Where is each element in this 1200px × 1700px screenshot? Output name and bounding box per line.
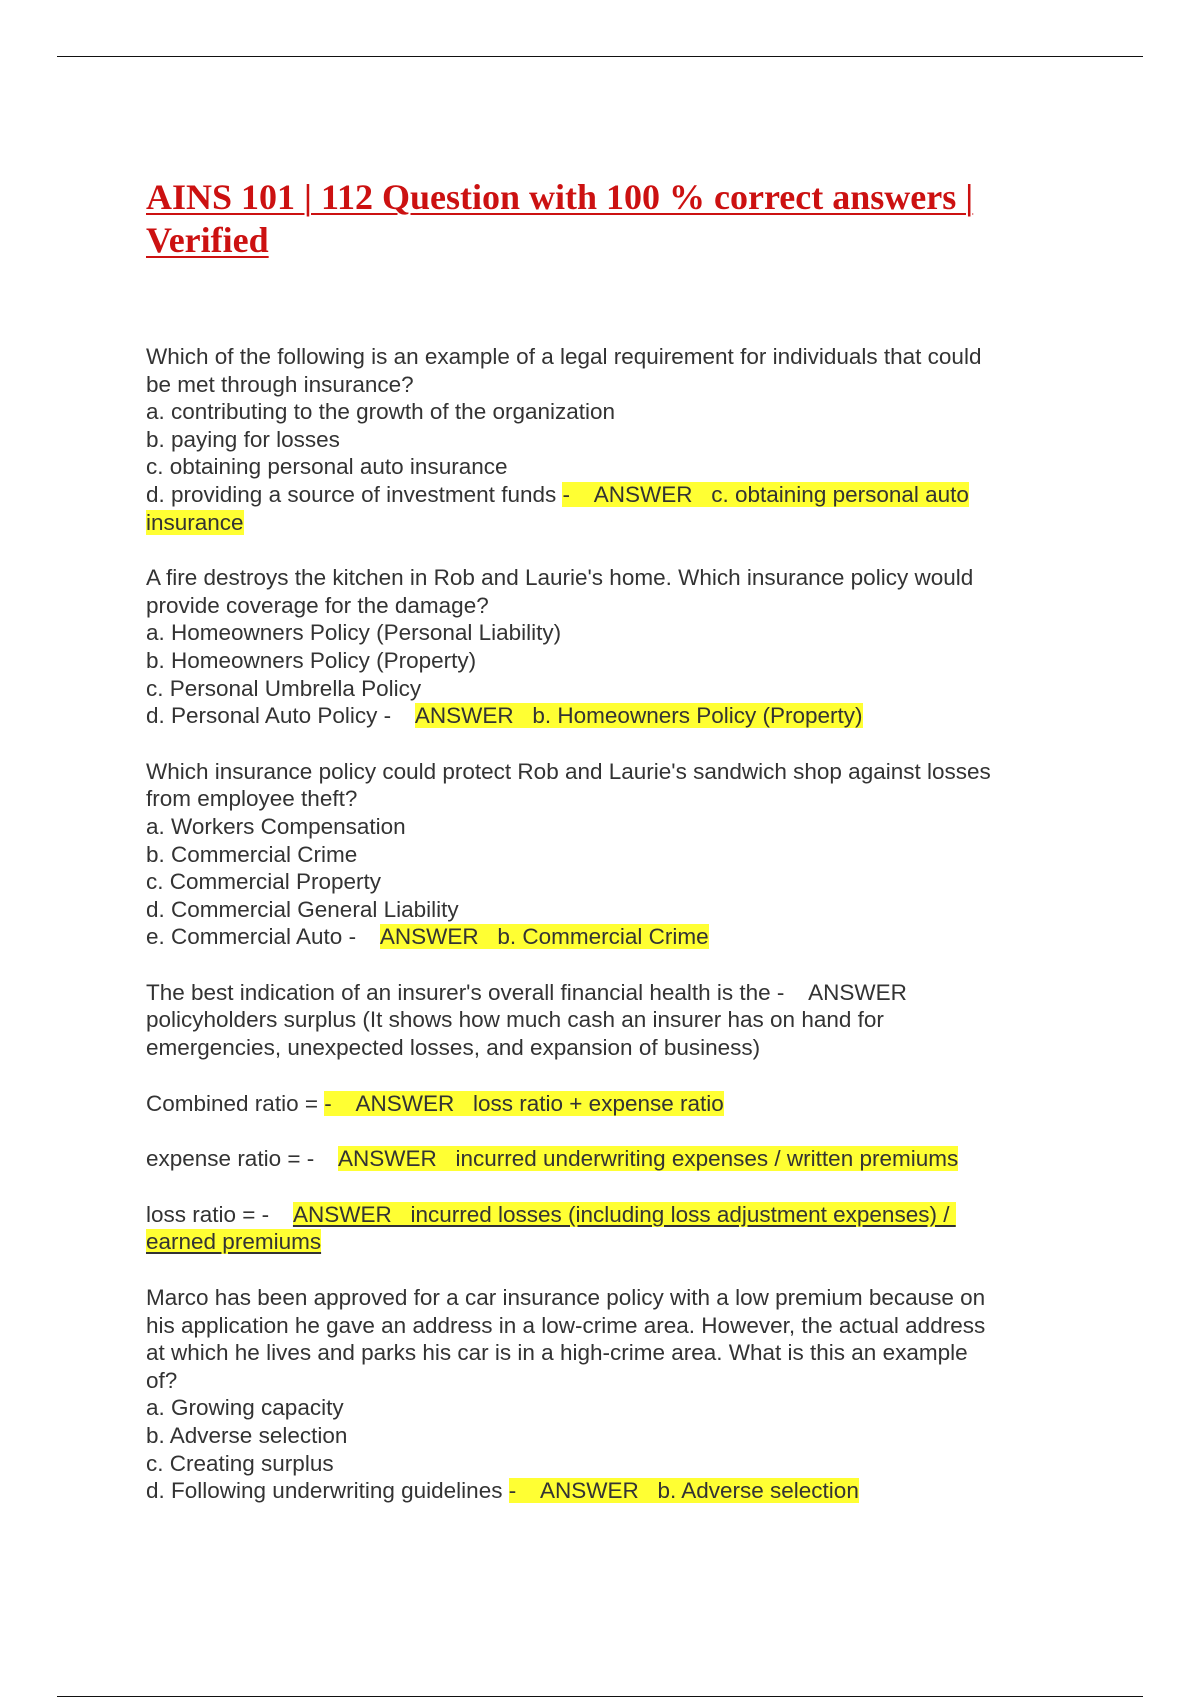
question-4-line-1: The best indication of an insurer's overall financial health is the - ANSWER bbox=[146, 979, 907, 1005]
question-1-option-c: c. obtaining personal auto insurance bbox=[146, 454, 508, 480]
question-4-line-3: emergencies, unexpected losses, and expansion of business) bbox=[146, 1035, 761, 1061]
document-body bbox=[146, 343, 1066, 1533]
question-8-option-c: c. Creating surplus bbox=[146, 1450, 334, 1476]
question-8 bbox=[146, 1284, 1066, 1505]
question-7-answer-row bbox=[146, 1201, 1066, 1229]
question-3-option-c: c. Commercial Property bbox=[146, 869, 382, 895]
question-1-answer-highlight-continued: insurance bbox=[146, 509, 244, 535]
question-6-prefix: expense ratio = - bbox=[146, 1146, 338, 1172]
question-6-answer-row bbox=[146, 1145, 1066, 1173]
question-2-answer-row bbox=[146, 702, 1066, 730]
question-8-stem-line-4: of? bbox=[146, 1367, 178, 1393]
question-1 bbox=[146, 343, 1066, 536]
question-8-option-a: a. Growing capacity bbox=[146, 1395, 344, 1421]
question-8-stem-line-2: his application he gave an address in a low-crime area. However, the actual address bbox=[146, 1312, 986, 1338]
question-7-answer-highlight: ANSWER incurred losses (including loss adjustment expenses) / bbox=[292, 1201, 956, 1227]
question-8-stem-line-1: Marco has been approved for a car insurance policy with a low premium because on bbox=[146, 1285, 986, 1311]
question-7 bbox=[146, 1201, 1066, 1256]
question-4 bbox=[146, 979, 1066, 1062]
question-6 bbox=[146, 1145, 1066, 1173]
question-1-option-b: b. paying for losses bbox=[146, 426, 340, 452]
question-2-option-c: c. Personal Umbrella Policy bbox=[146, 675, 422, 701]
question-2-option-a: a. Homeowners Policy (Personal Liability) bbox=[146, 620, 562, 646]
question-8-answer-highlight: - ANSWER b. Adverse selection bbox=[508, 1478, 859, 1504]
question-5-answer-highlight: - ANSWER loss ratio + expense ratio bbox=[324, 1090, 724, 1116]
document-title: AINS 101 | 112 Question with 100 % correct answers | Verified bbox=[146, 177, 974, 260]
question-2-option-d: d. Personal Auto Policy - bbox=[146, 703, 415, 729]
question-3-option-b: b. Commercial Crime bbox=[146, 841, 358, 867]
question-2-answer-highlight: ANSWER b. Homeowners Policy (Property) bbox=[414, 703, 863, 729]
question-2-option-b: b. Homeowners Policy (Property) bbox=[146, 647, 477, 673]
question-3-option-e: e. Commercial Auto - bbox=[146, 924, 380, 950]
question-1-answer-highlight: - ANSWER c. obtaining personal auto bbox=[562, 481, 969, 507]
header-rule bbox=[57, 56, 1143, 57]
question-1-stem-line-2: be met through insurance? bbox=[146, 371, 414, 397]
question-8-answer-row bbox=[146, 1477, 1066, 1505]
question-2-stem-line-1: A fire destroys the kitchen in Rob and Laurie's home. Which insurance policy would bbox=[146, 565, 974, 591]
question-7-answer-continued-row bbox=[146, 1228, 1066, 1256]
question-7-answer-highlight-continued: earned premiums bbox=[146, 1229, 322, 1255]
question-1-stem-line-1: Which of the following is an example of a legal requirement for individuals that could bbox=[146, 344, 982, 369]
question-3-option-a: a. Workers Compensation bbox=[146, 813, 406, 839]
question-3 bbox=[146, 758, 1066, 951]
question-4-line-2: policyholders surplus (It shows how much cash an insurer has on hand for bbox=[146, 1007, 884, 1033]
question-1-answer-row bbox=[146, 481, 1066, 509]
question-1-answer-continued-row bbox=[146, 509, 1066, 537]
question-2 bbox=[146, 564, 1066, 730]
question-7-prefix: loss ratio = - bbox=[146, 1201, 293, 1227]
question-2-stem-line-2: provide coverage for the damage? bbox=[146, 592, 489, 618]
question-8-option-d: d. Following underwriting guidelines bbox=[146, 1478, 509, 1504]
question-3-option-d: d. Commercial General Liability bbox=[146, 896, 459, 922]
question-8-stem-line-3: at which he lives and parks his car is in a high-crime area. What is this an example bbox=[146, 1340, 968, 1366]
question-3-stem-line-2: from employee theft? bbox=[146, 786, 358, 812]
question-3-answer-row bbox=[146, 923, 1066, 951]
question-5 bbox=[146, 1090, 1066, 1118]
question-1-option-d: d. providing a source of investment funds bbox=[146, 481, 563, 507]
question-5-answer-row bbox=[146, 1090, 1066, 1118]
question-5-prefix: Combined ratio = bbox=[146, 1090, 325, 1116]
question-6-answer-highlight: ANSWER incurred underwriting expenses / written premiums bbox=[338, 1146, 959, 1172]
footer-rule bbox=[57, 1696, 1143, 1697]
question-3-answer-highlight: ANSWER b. Commercial Crime bbox=[379, 924, 709, 950]
question-3-stem-line-1: Which insurance policy could protect Rob and Laurie's sandwich shop against losses bbox=[146, 758, 991, 784]
question-8-option-b: b. Adverse selection bbox=[146, 1423, 348, 1448]
question-1-option-a: a. contributing to the growth of the organization bbox=[146, 399, 616, 425]
